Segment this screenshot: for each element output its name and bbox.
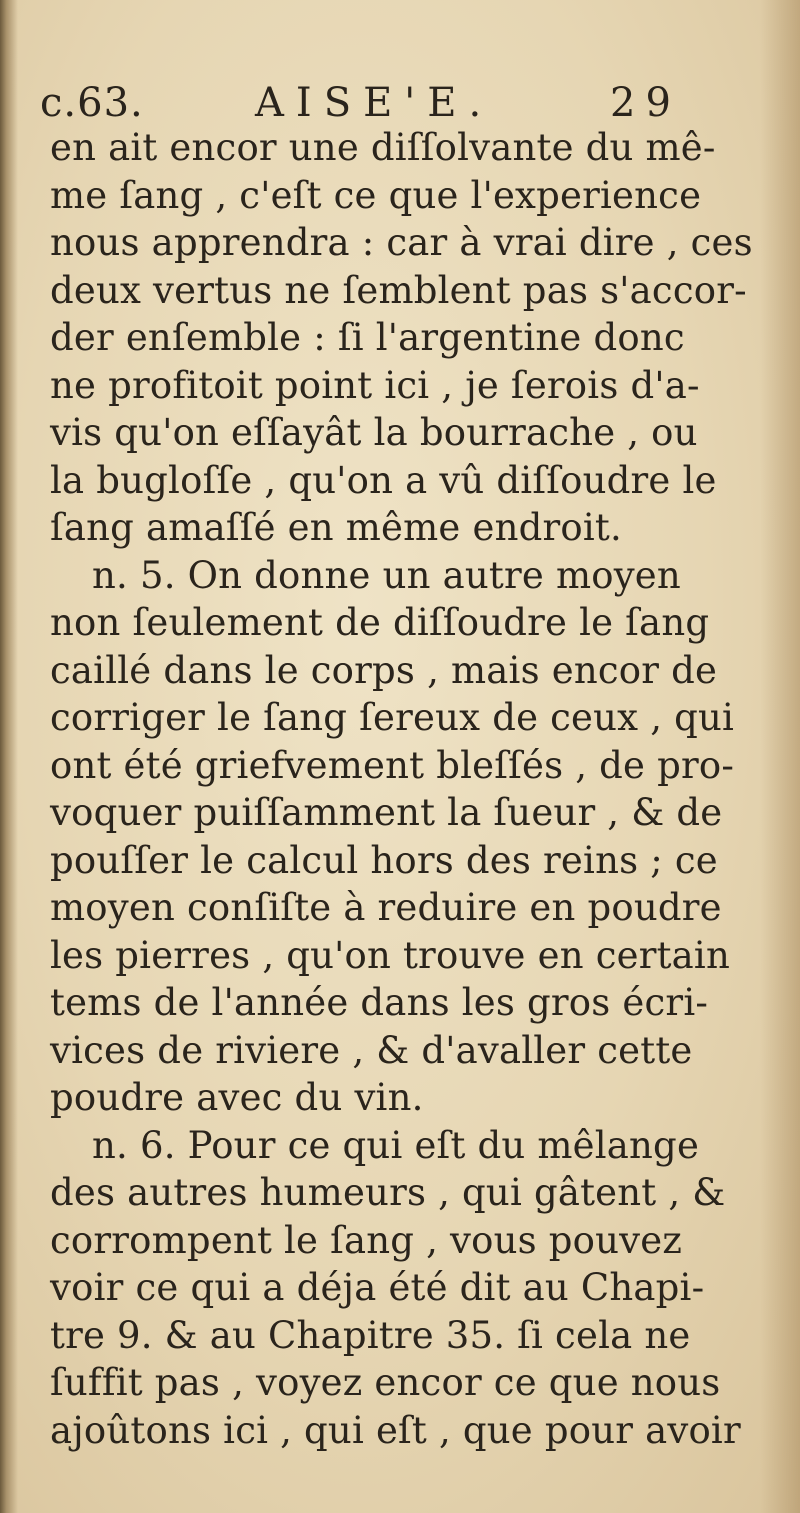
text-line: caillé dans le corps , mais encor de	[50, 648, 718, 692]
text-line: voquer puiſſamment la ſueur , & de	[50, 791, 723, 834]
text-line: tems de l'année dans les gros écri-	[50, 981, 709, 1024]
running-header	[40, 80, 680, 130]
page-number: 29	[610, 80, 681, 126]
page-right-edge	[760, 0, 800, 1513]
text-line: les pierres , qu'on trouve en certain	[50, 933, 730, 977]
text-line: ne profitoit point ici , je ſerois d'a-	[50, 363, 700, 407]
text-line: ſang amaſſé en même endroit.	[50, 506, 622, 549]
body-text	[50, 124, 753, 1454]
text-line: pouſſer le calcul hors des reins ; ce	[50, 838, 718, 882]
running-title: AISE'E.	[255, 80, 494, 126]
text-line: corrompent le ſang , vous pouvez	[50, 1218, 683, 1262]
text-line: moyen conſiſte à reduire en poudre	[50, 886, 722, 929]
text-line: ſuffit pas , voyez encor ce que nous	[50, 1361, 721, 1404]
text-line: non ſeulement de diſſoudre le ſang	[50, 601, 710, 644]
text-line: ont été griefvement bleſſés , de pro-	[50, 743, 735, 787]
chapter-reference: c.63.	[40, 80, 144, 126]
text-line: en ait encor une diſſolvante du mê-	[50, 126, 716, 169]
text-line: corriger le ſang ſereux de ceux , qui	[50, 696, 735, 739]
text-line: des autres humeurs , qui gâtent , &	[50, 1171, 726, 1214]
page-binding-edge	[0, 0, 18, 1513]
text-line: der enſemble : ſi l'argentine donc	[50, 316, 685, 359]
text-line: vices de riviere , & d'avaller cette	[50, 1028, 693, 1072]
text-line: deux vertus ne ſemblent pas s'accor-	[50, 268, 747, 312]
paragraph-start-line: n. 6. Pour ce qui eſt du mêlange	[92, 1123, 700, 1167]
text-line: ajoûtons ici , qui eſt , que pour avoir	[50, 1408, 741, 1452]
paragraph-start-line: n. 5. On donne un autre moyen	[92, 553, 681, 597]
text-line: voir ce qui a déja été dit au Chapi-	[50, 1266, 705, 1309]
text-line: nous apprendra : car à vrai dire , ces	[50, 221, 753, 264]
text-line: me ſang , c'eſt ce que l'experience	[50, 173, 702, 217]
text-line: tre 9. & au Chapitre 35. ſi cela ne	[50, 1313, 691, 1357]
text-line: poudre avec du vin.	[50, 1076, 424, 1119]
text-line: vis qu'on eſſayât la bourrache , ou	[50, 411, 698, 454]
text-line: la bugloſſe , qu'on a vû diſſoudre le	[50, 458, 717, 502]
